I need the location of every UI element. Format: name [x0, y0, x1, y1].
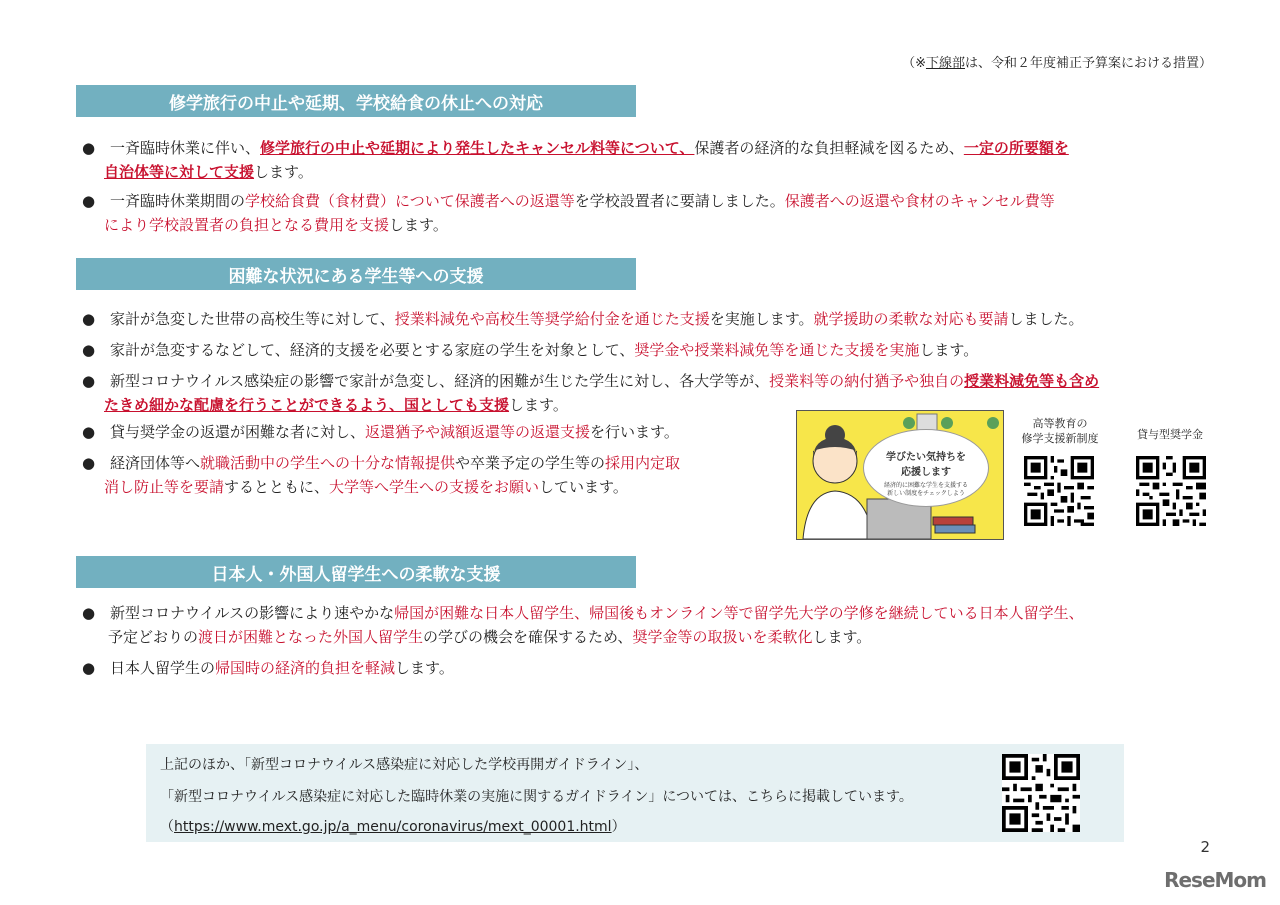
section-header-study-abroad: 日本人・外国人留学生への柔軟な支援 [76, 556, 636, 588]
text-red: 就職活動中の学生への十分な情報提供 [200, 454, 456, 472]
text-highlight: 授業料減免等も含め [964, 372, 1100, 390]
budget-note [902, 52, 1212, 71]
bubble-subtext [864, 482, 988, 498]
text-red: 帰国時の経済的負担を軽減 [215, 659, 396, 677]
bullet-university-tuition [82, 369, 1222, 417]
text-highlight: たきめ細かな配慮を行うことができるよう、国としても支援 [104, 396, 510, 414]
text: します。 [389, 216, 448, 234]
section-header-student-support: 困難な状況にある学生等への支援 [76, 258, 636, 290]
note-suffix: は、令和２年度補正予算案における措置） [964, 56, 1212, 71]
text-red: 返還猶予や減額返還等の返還支援 [365, 423, 591, 441]
qr-label-line2: 修学支援新制度 [1021, 432, 1099, 445]
text: の学びの機会を確保するため、 [423, 628, 633, 646]
text: 経済団体等へ [110, 454, 201, 472]
text-highlight: 修学旅行の中止や延期により発生したキャンセル料等について、 [260, 139, 695, 157]
text: しています。 [539, 478, 628, 496]
info-line-3 [160, 816, 626, 836]
bubble-line1: 学びたい気持ちを [886, 452, 966, 463]
text: 一斉臨時休業期間の [110, 192, 246, 210]
text-highlight: 一定の所要額を [963, 139, 1069, 157]
text-red: 消し防止等を要請 [104, 478, 225, 496]
text-red: 大学等へ学生への支援をお願い [329, 478, 540, 496]
text: 家計が急変するなどして、経済的支援を必要とする家庭の学生を対象として、 [110, 341, 635, 359]
qr-code-loan-scholarship-icon[interactable] [1136, 456, 1206, 526]
bullet-job-hunting [82, 451, 792, 499]
bullet-return-costs [82, 656, 782, 680]
text: します。 [395, 659, 454, 677]
page-number: 2 [1200, 838, 1210, 856]
text-red: 授業料等の納付猶予や独自の [769, 372, 965, 390]
bullet-high-school-support [82, 307, 1212, 331]
info-line-1: 上記のほか、「新型コロナウイルス感染症に対応した学校再開ガイドライン」、 [160, 757, 649, 773]
text-red: 授業料減免や高校生等奨学給付金を通じた支援 [394, 310, 710, 328]
section-header-school-trips: 修学旅行の中止や延期、学校給食の休止への対応 [76, 85, 636, 117]
bullet-loan-repayment [82, 420, 782, 444]
text: 新型コロナウイルス感染症の影響で家計が急変し、経済的困難が生じた学生に対し、各大学等が、 [110, 372, 770, 390]
qr-label-loan-scholarship: 貸与型奨学金 [1137, 428, 1203, 441]
text: 家計が急変した世帯の高校生等に対して、 [110, 310, 395, 328]
text: するとともに、 [224, 478, 330, 496]
resemom-logo: ReseMom [1164, 868, 1266, 892]
text: 新型コロナウイルスの影響により速やかな [110, 604, 395, 622]
text: を行います。 [590, 423, 679, 441]
student-illustration [796, 410, 1004, 540]
text: します。 [509, 396, 568, 414]
guideline-url-link[interactable]: https://www.mext.go.jp/a_menu/coronavirus/mext_00001.html [174, 819, 612, 835]
bubble-line2: 応援します [901, 467, 951, 478]
url-suffix: ） [611, 819, 626, 835]
text-red: 奨学金等の取扱いを柔軟化 [632, 628, 813, 646]
bullet-icon: ● [82, 604, 96, 622]
bubble-small1: 経済的に困難な学生を支援する [883, 482, 968, 489]
text: します。 [254, 163, 313, 181]
bubble-small2: 新しい制度をチェックしよう [887, 490, 965, 497]
bullet-icon: ● [82, 341, 96, 359]
bullet-icon: ● [82, 192, 96, 210]
qr-code-tuition-support-icon[interactable] [1024, 456, 1094, 526]
note-underlined: 下線部 [925, 56, 965, 71]
text: 日本人留学生の [110, 659, 216, 677]
bullet-study-abroad-students [82, 601, 1192, 649]
text-red: 保護者への返還や食材のキャンセル費等 [784, 192, 1055, 210]
qr-label-tuition-support [1010, 416, 1110, 446]
speech-bubble [863, 429, 989, 507]
text: 保護者の経済的な負担軽減を図るため、 [694, 139, 964, 157]
bullet-icon: ● [82, 454, 96, 472]
bullet-icon: ● [82, 310, 96, 328]
text: しました。 [1008, 310, 1084, 328]
qr-pattern-icon [1002, 754, 1080, 832]
text: 一斉臨時休業に伴い、 [110, 139, 261, 157]
text-highlight: 自治体等に対して支援 [104, 163, 255, 181]
text-red: 学校給食費（食材費）について保護者への返還等 [245, 192, 575, 210]
info-line-2: 「新型コロナウイルス感染症に対応した臨時休業の実施に関するガイドライン」については、こちらに掲載しています。 [160, 789, 913, 805]
text: します。 [812, 628, 872, 646]
text-red: 渡日が困難となった外国人留学生 [198, 628, 424, 646]
guideline-info-box [146, 744, 1124, 842]
bullet-icon: ● [82, 659, 96, 677]
note-prefix: （※ [902, 56, 926, 71]
bullet-scholarship-support [82, 338, 1212, 362]
url-prefix: （ [160, 819, 174, 835]
text-red: 奨学金や授業料減免等を通じた支援を実施 [634, 341, 920, 359]
text-red: 採用内定取 [605, 454, 681, 472]
text: を学校設置者に要請しました。 [574, 192, 785, 210]
text-red: 帰国が困難な日本人留学生、帰国後もオンライン等で留学先大学の学修を継続している日本人留学生、 [394, 604, 1084, 622]
bullet-school-lunch [82, 189, 1192, 237]
bullet-icon: ● [82, 423, 96, 441]
text: 貸与奨学金の返還が困難な者に対し、 [110, 423, 366, 441]
text-red: 就学援助の柔軟な対応も要請 [813, 310, 1009, 328]
bullet-icon: ● [82, 372, 96, 390]
text: や卒業予定の学生等の [455, 454, 606, 472]
text: 予定どおりの [108, 628, 199, 646]
bullet-cancellation-support [82, 136, 1192, 184]
qr-code-guideline-icon[interactable] [1002, 754, 1080, 832]
text: します。 [919, 341, 979, 359]
text: を実施します。 [709, 310, 814, 328]
text-red: により学校設置者の負担となる費用を支援 [104, 216, 390, 234]
qr-label-line1: 高等教育の [1032, 417, 1088, 430]
qr-pattern-icon [1024, 456, 1094, 526]
qr-pattern-icon [1136, 456, 1206, 526]
bullet-icon: ● [82, 139, 96, 157]
